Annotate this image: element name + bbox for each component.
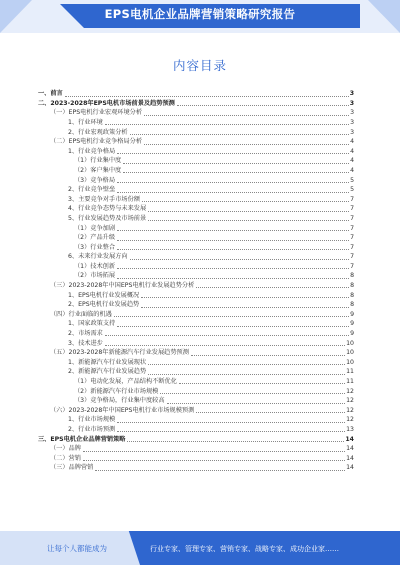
toc-entry-page: 7: [350, 224, 354, 232]
toc-leader-dots: [144, 115, 349, 116]
toc-leader-dots: [196, 287, 349, 288]
toc-entry-page: 4: [350, 147, 354, 155]
toc-entry[interactable]: [38, 88, 354, 98]
toc-entry-label: （1）竞争加剧: [74, 224, 116, 232]
toc-leader-dots: [117, 278, 349, 279]
toc-entry[interactable]: [38, 309, 354, 319]
toc-entry-page: 10: [346, 358, 354, 366]
toc-leader-dots: [148, 364, 345, 365]
toc-entry[interactable]: [38, 232, 354, 242]
toc-entry[interactable]: [38, 155, 354, 165]
toc-entry-label: （五）2023-2028年新能源汽车行业发展趋势预测: [50, 349, 189, 357]
toc-entry-label: 3、主要竞争对手市场份额: [68, 195, 140, 203]
toc-entry-label: （2）产品升级: [74, 234, 116, 242]
toc-entry[interactable]: [38, 146, 354, 156]
toc-entry-page: 13: [346, 425, 354, 433]
toc-leader-dots: [148, 211, 349, 212]
toc-leader-dots: [196, 412, 345, 413]
toc-entry-page: 7: [350, 205, 354, 213]
toc-entry-label: 1、国家政策支持: [68, 320, 116, 328]
toc-entry-label: （四）行业面临的机遇: [50, 310, 112, 318]
toc-leader-dots: [117, 422, 345, 423]
toc-entry[interactable]: [38, 194, 354, 204]
toc-leader-dots: [105, 335, 349, 336]
toc-entry-label: 1、行业竞争格局: [68, 147, 116, 155]
page-header: [0, 0, 400, 33]
toc-entry-page: 5: [350, 176, 354, 184]
toc-leader-dots: [117, 192, 349, 193]
toc-entry-page: 12: [346, 397, 354, 405]
toc-entry-label: 1、新能源汽车行业发展现状: [68, 358, 147, 366]
toc-leader-dots: [177, 105, 349, 106]
toc-leader-dots: [123, 172, 349, 173]
toc-entry-page: 10: [346, 349, 354, 357]
toc-entry-label: （1）行业集中度: [74, 157, 122, 165]
toc-entry-label: （二）营销: [50, 454, 81, 462]
toc-leader-dots: [130, 134, 349, 135]
toc-leader-dots: [65, 96, 349, 97]
toc-leader-dots: [117, 240, 349, 241]
toc-entry[interactable]: [38, 337, 354, 347]
toc-leader-dots: [117, 268, 349, 269]
toc-entry-page: 7: [350, 195, 354, 203]
toc-entry-label: （3）竞争格局: [74, 176, 116, 184]
toc-leader-dots: [123, 163, 349, 164]
toc-entry-page: 12: [346, 387, 354, 395]
toc-entry[interactable]: [38, 347, 354, 357]
toc-entry-label: （六）2023-2028年中国EPS电机行业市场规模预测: [50, 406, 195, 414]
toc-leader-dots: [142, 201, 349, 202]
toc-entry-label: 2、行业竞争壁垒: [68, 186, 116, 194]
toc-leader-dots: [117, 230, 349, 231]
toc-entry-label: 三、EPS电机企业品牌营销策略: [38, 435, 126, 443]
toc-entry[interactable]: [38, 376, 354, 386]
toc-entry[interactable]: [38, 462, 354, 472]
toc-entry-label: （2）客户集中度: [74, 166, 122, 174]
toc-leader-dots: [105, 345, 345, 346]
toc-entry-page: 9: [350, 310, 354, 318]
toc-leader-dots: [117, 153, 349, 154]
toc-entry-page: 14: [346, 464, 354, 472]
toc-entry-page: 14: [345, 435, 354, 443]
toc-entry[interactable]: [38, 98, 354, 108]
toc-entry[interactable]: [38, 107, 354, 117]
toc-leader-dots: [83, 451, 345, 452]
toc-leader-dots: [141, 297, 349, 298]
toc-entry[interactable]: [38, 289, 354, 299]
toc-entry-label: 2、市场需求: [68, 330, 103, 338]
toc-entry-label: 1、行业环境: [68, 118, 103, 126]
toc-entry-label: （一）EPS电机行业宏观环境分析: [50, 109, 143, 117]
toc-leader-dots: [144, 144, 349, 145]
toc-entry-page: 3: [349, 99, 354, 107]
toc-entry-page: 14: [346, 445, 354, 453]
toc-entry[interactable]: [38, 405, 354, 415]
toc-entry-page: 11: [346, 368, 354, 376]
toc-entry-label: 二、2023-2028年EPS电机市场前景及趋势预测: [38, 99, 175, 107]
toc-entry[interactable]: [38, 299, 354, 309]
toc-entry[interactable]: [38, 357, 354, 367]
toc-entry-page: 3: [350, 128, 354, 136]
toc-entry-label: 2、行业市场预测: [68, 425, 116, 433]
toc-leader-dots: [117, 249, 349, 250]
report-title: EPS电机企业品牌营销策略研究报告: [104, 7, 296, 21]
toc-entry[interactable]: [38, 117, 354, 127]
toc-leader-dots: [148, 374, 345, 375]
toc-entry-page: 8: [350, 272, 354, 280]
toc-entry-page: 4: [350, 157, 354, 165]
footer-tagline: 行业专家、管理专家、营销专家、战略专家、成功企业家……: [150, 545, 339, 553]
toc-entry-label: 1、行业市场规模: [68, 416, 116, 424]
toc-entry-label: 3、技术进步: [68, 339, 103, 347]
toc-leader-dots: [141, 307, 349, 308]
toc-entry-label: （二）EPS电机行业竞争格局分析: [50, 138, 143, 146]
toc-entry-label: （三）2023-2028年中国EPS电机行业发展趋势分析: [50, 282, 195, 290]
toc-entry-label: （3）行业整合: [74, 243, 116, 251]
toc-leader-dots: [114, 316, 349, 317]
toc-entry-label: （一）品牌: [50, 445, 81, 453]
toc-entry-page: 9: [350, 330, 354, 338]
toc-leader-dots: [160, 393, 345, 394]
toc-leader-dots: [167, 403, 346, 404]
toc-entry-label: 4、行业竞争态势与未来发展: [68, 205, 147, 213]
toc-entry[interactable]: [38, 414, 354, 424]
toc-leader-dots: [105, 124, 349, 125]
toc-entry[interactable]: [38, 203, 354, 213]
toc-entry[interactable]: [38, 136, 354, 146]
toc-entry-page: 7: [350, 243, 354, 251]
toc-leader-dots: [95, 470, 345, 471]
toc-entry-page: 3: [349, 90, 354, 98]
toc-entry-page: 7: [350, 262, 354, 270]
toc-entry[interactable]: [38, 366, 354, 376]
toc-entry[interactable]: [38, 318, 354, 328]
toc-entry[interactable]: [38, 443, 354, 453]
toc-entry-page: 11: [346, 378, 354, 385]
toc-entry[interactable]: [38, 433, 354, 443]
toc-entry-page: 3: [350, 109, 354, 117]
toc-entry-page: 10: [346, 339, 354, 347]
footer-slogan: 让每个人都能成为: [47, 544, 107, 553]
toc-leader-dots: [83, 460, 345, 461]
toc-entry-label: （三）品牌营销: [50, 464, 94, 472]
toc-entry-page: 4: [350, 138, 354, 146]
toc-entry-page: 8: [350, 301, 354, 309]
toc-entry[interactable]: [38, 453, 354, 463]
toc-leader-dots: [130, 259, 349, 260]
toc-entry[interactable]: [38, 222, 354, 232]
toc-entry-label: 2、新能源汽车行业发展趋势: [68, 368, 147, 376]
toc-entry-label: （1）技术创新: [74, 262, 116, 270]
toc-entry-page: 3: [350, 118, 354, 126]
toc-entry[interactable]: [38, 328, 354, 338]
toc-entry-label: （3）竞争格局，行业集中度较高: [74, 397, 165, 405]
toc-entry-page: 7: [350, 214, 354, 222]
toc-leader-dots: [179, 383, 345, 384]
toc-entry[interactable]: [38, 385, 354, 395]
toc-entry-page: 7: [350, 253, 354, 261]
toc-entry-label: 5、行业发展趋势及市场前景: [68, 214, 147, 222]
toc-entry-label: （2）市场拓展: [74, 272, 116, 280]
toc-entry[interactable]: [38, 251, 354, 261]
toc-entry-label: 一、前言: [38, 90, 63, 98]
toc-entry[interactable]: [38, 261, 354, 271]
toc-entry-page: 14: [346, 454, 354, 462]
toc-entry-page: 4: [350, 166, 354, 174]
toc-entry-label: 6、未来行业发展方向: [68, 253, 128, 261]
toc-entry[interactable]: [38, 165, 354, 175]
toc-entry[interactable]: [38, 270, 354, 280]
toc-leader-dots: [117, 326, 349, 327]
toc-entry-label: （1）电动化发展，产品结构不断优化: [74, 378, 177, 385]
toc-leader-dots: [148, 220, 349, 221]
toc-leader-dots: [191, 355, 345, 356]
toc-entry-page: 12: [346, 416, 354, 424]
toc-entry[interactable]: [38, 126, 354, 136]
toc-entry-page: 12: [346, 406, 354, 414]
toc-entry-label: 2、EPS电机行业发展趋势: [68, 301, 140, 309]
toc-entry[interactable]: [38, 213, 354, 223]
toc-entry-label: （2）新能源汽车行业市场规模: [74, 387, 159, 395]
toc-entry[interactable]: [38, 174, 354, 184]
toc-entry-page: 7: [350, 234, 354, 242]
page-footer: [0, 531, 400, 565]
toc-entry[interactable]: [38, 424, 354, 434]
table-of-contents: [38, 88, 354, 472]
toc-entry-label: 2、行业宏观政策分析: [68, 128, 128, 136]
toc-entry[interactable]: [38, 184, 354, 194]
toc-leader-dots: [127, 441, 344, 442]
toc-leader-dots: [117, 431, 345, 432]
toc-leader-dots: [117, 182, 349, 183]
toc-heading: 内容目录: [172, 58, 227, 73]
toc-entry-page: 5: [350, 186, 354, 194]
toc-entry[interactable]: [38, 395, 354, 405]
toc-entry-page: 8: [350, 291, 354, 299]
toc-entry-page: 9: [350, 320, 354, 328]
toc-entry[interactable]: [38, 242, 354, 252]
toc-entry-page: 8: [350, 282, 354, 290]
toc-entry-label: 1、EPS电机行业发展概况: [68, 291, 140, 299]
toc-entry[interactable]: [38, 280, 354, 290]
